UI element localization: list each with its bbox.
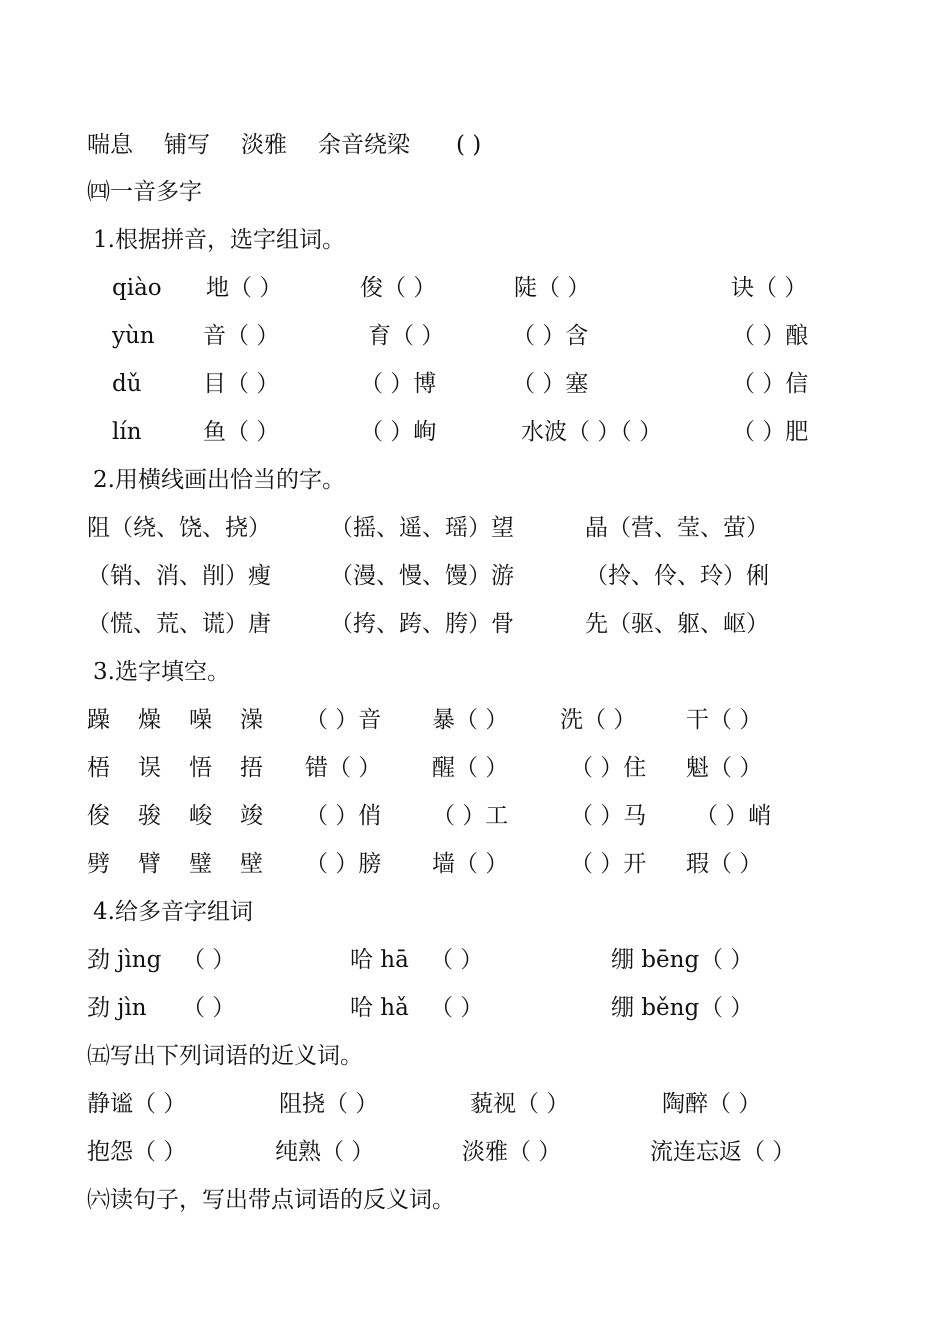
fill-item: 瑕（ ） xyxy=(686,851,763,877)
char-option: 俊 xyxy=(87,803,110,829)
fill-item: （ ）峋 xyxy=(360,419,437,445)
polyphone-word: 绷 běng xyxy=(611,995,700,1021)
choice-item: （慌、荒、谎）唐 xyxy=(87,611,271,637)
q1-title: 1.根据拼音，选字组词。 xyxy=(93,227,345,253)
fill-item: （ ）马 xyxy=(570,803,647,829)
polyphone-word: 哈 hǎ xyxy=(350,995,409,1021)
choice-item: （漫、慢、馒）游 xyxy=(330,563,514,589)
answer-blank: （ ） xyxy=(700,995,754,1021)
synonym-item: 静谧（ ） xyxy=(87,1091,187,1117)
char-option: 竣 xyxy=(240,803,263,829)
char-option: 燥 xyxy=(138,707,161,733)
fill-item: （ ）肥 xyxy=(732,419,809,445)
fill-item: 洗（ ） xyxy=(560,707,637,733)
answer-blank: （ ） xyxy=(700,947,754,973)
section-4-title: ㈣一音多字 xyxy=(87,179,202,205)
fill-item: 俊（ ） xyxy=(360,275,437,301)
q3-title: 3.选字填空。 xyxy=(93,659,230,685)
fill-item: （ ）峭 xyxy=(695,803,772,829)
char-option: 峻 xyxy=(189,803,212,829)
section-6-title: ㈥读句子，写出带点词语的反义词。 xyxy=(87,1187,455,1213)
fill-item: （ ）膀 xyxy=(305,851,382,877)
q2-title: 2.用横线画出恰当的字。 xyxy=(93,467,345,493)
choice-item: （销、消、削）瘦 xyxy=(87,563,271,589)
char-option: 壁 xyxy=(240,851,263,877)
choice-item: 阻（绕、饶、挠） xyxy=(87,515,271,541)
fill-item: 诀（ ） xyxy=(731,275,808,301)
polyphone-word: 绷 bēng xyxy=(611,947,700,973)
char-option: 捂 xyxy=(240,755,263,781)
fill-item: （ ）酿 xyxy=(732,323,809,349)
fill-item: 育（ ） xyxy=(368,323,445,349)
synonym-item: 淡雅（ ） xyxy=(462,1139,562,1165)
fill-item: （ ）工 xyxy=(432,803,509,829)
answer-blank: ( ) xyxy=(456,132,482,158)
fill-item: 墙（ ） xyxy=(432,851,509,877)
fill-item: （ ）音 xyxy=(305,707,382,733)
answer-blank: （ ） xyxy=(430,995,484,1021)
char-option: 劈 xyxy=(87,851,110,877)
pinyin: lín xyxy=(112,419,142,445)
synonym-item: 藐视（ ） xyxy=(470,1091,570,1117)
pinyin: dǔ xyxy=(112,371,142,397)
synonym-item: 纯熟（ ） xyxy=(275,1139,375,1165)
section-5-title: ㈤写出下列词语的近义词。 xyxy=(87,1043,363,1069)
char-option: 悟 xyxy=(189,755,212,781)
q4-title: 4.给多音字组词 xyxy=(93,899,253,925)
fill-item: （ ）塞 xyxy=(512,371,589,397)
fill-item: 鱼（ ） xyxy=(203,419,280,445)
choice-item: （摇、遥、瑶）望 xyxy=(330,515,514,541)
synonym-item: 阻挠（ ） xyxy=(279,1091,379,1117)
pinyin: yùn xyxy=(112,323,155,349)
synonym-item: 陶醉（ ） xyxy=(662,1091,762,1117)
polyphone-word: 劲 jìng xyxy=(87,947,162,973)
fill-item: 水波（ ）（ ） xyxy=(521,419,663,445)
char-option: 臂 xyxy=(138,851,161,877)
answer-blank: （ ） xyxy=(430,947,484,973)
word: 余音绕梁 xyxy=(318,132,410,158)
fill-item: 音（ ） xyxy=(203,323,280,349)
choice-item: 晶（营、莹、萤） xyxy=(585,515,769,541)
pinyin: qiào xyxy=(112,275,162,301)
char-option: 噪 xyxy=(189,707,212,733)
fill-item: 错（ ） xyxy=(305,755,382,781)
char-option: 梧 xyxy=(87,755,110,781)
fill-item: 地（ ） xyxy=(206,275,283,301)
synonym-item: 流连忘返（ ） xyxy=(650,1139,796,1165)
word: 淡雅 xyxy=(241,132,287,158)
polyphone-word: 哈 hā xyxy=(350,947,409,973)
fill-item: （ ）博 xyxy=(360,371,437,397)
word: 铺写 xyxy=(164,132,210,158)
choice-item: 先（驱、躯、岖） xyxy=(585,611,769,637)
fill-item: （ ）含 xyxy=(512,323,589,349)
fill-item: 醒（ ） xyxy=(432,755,509,781)
polyphone-word: 劲 jìn xyxy=(87,995,147,1021)
synonym-item: 抱怨（ ） xyxy=(87,1139,187,1165)
char-option: 躁 xyxy=(87,707,110,733)
fill-item: 陡（ ） xyxy=(514,275,591,301)
fill-item: 干（ ） xyxy=(686,707,763,733)
fill-item: （ ）信 xyxy=(732,371,809,397)
answer-blank: （ ） xyxy=(182,947,236,973)
fill-item: 暴（ ） xyxy=(432,707,509,733)
fill-item: 魁（ ） xyxy=(686,755,763,781)
fill-item: 目（ ） xyxy=(203,371,280,397)
choice-item: （挎、跨、胯）骨 xyxy=(330,611,514,637)
char-option: 骏 xyxy=(138,803,161,829)
word: 喘息 xyxy=(87,132,133,158)
fill-item: （ ）俏 xyxy=(305,803,382,829)
char-option: 澡 xyxy=(240,707,263,733)
choice-item: （拎、伶、玲）俐 xyxy=(585,563,769,589)
fill-item: （ ）住 xyxy=(570,755,647,781)
char-option: 误 xyxy=(138,755,161,781)
char-option: 璧 xyxy=(189,851,212,877)
fill-item: （ ）开 xyxy=(570,851,647,877)
answer-blank: （ ） xyxy=(182,995,236,1021)
